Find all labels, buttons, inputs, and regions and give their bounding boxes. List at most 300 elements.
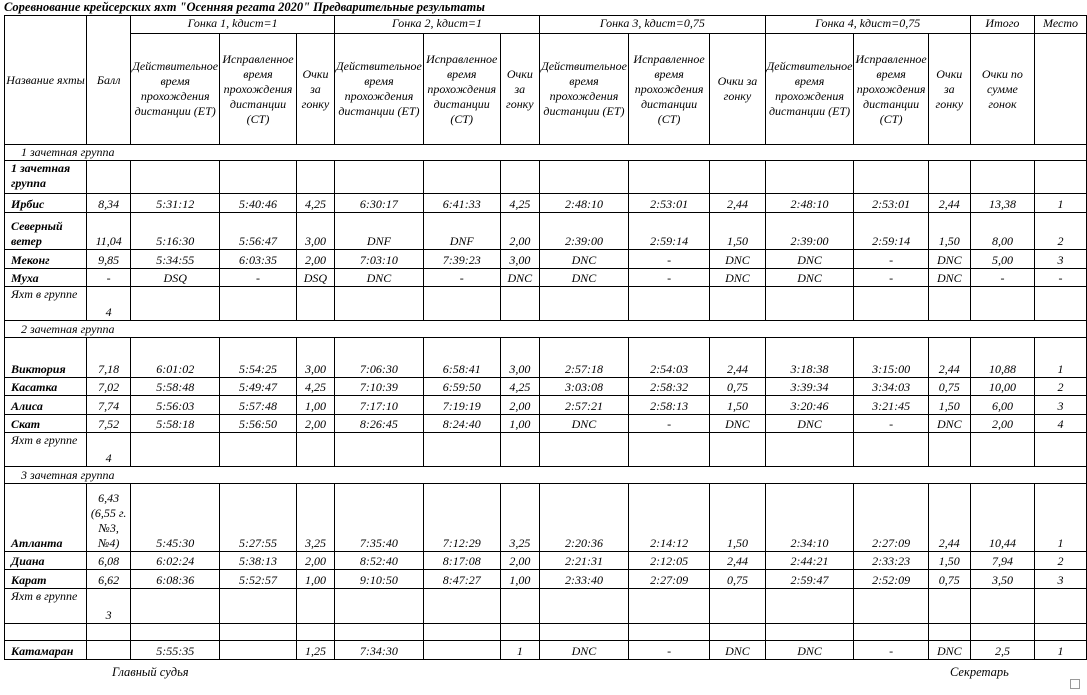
empty-cell: [540, 161, 629, 194]
cell-total: 10,00: [970, 378, 1034, 396]
cell-place: 2: [1035, 378, 1087, 396]
cell-total: 3,50: [970, 570, 1034, 589]
cell-r4ct: -: [854, 415, 928, 433]
header-et: Действительное время прохождения дистанции (ET): [131, 34, 220, 145]
cell-place: -: [1035, 269, 1087, 287]
group-label-row: [5, 145, 1087, 161]
cell-r1ct: [220, 641, 297, 660]
cell-r4p: 1,50: [928, 552, 970, 570]
header-ct: Исправленное время прохождения дистанции (CT): [628, 34, 709, 145]
empty-cell: [765, 433, 854, 467]
empty-cell: [220, 161, 297, 194]
cell-total: 13,38: [970, 194, 1034, 213]
group-count-value: 4: [87, 433, 131, 467]
cell-r2et: 9:10:50: [335, 570, 424, 589]
group-count-label: Яхт в группе: [5, 287, 87, 321]
cell-r1p: 1,00: [296, 396, 334, 415]
header-ct: Исправленное время прохождения дистанции (CT): [854, 34, 928, 145]
header-pts: Очки за гонку: [296, 34, 334, 145]
cell-total: 6,00: [970, 396, 1034, 415]
empty-cell: [928, 433, 970, 467]
cell-score: 9,85: [87, 250, 131, 269]
empty-cell: [854, 589, 928, 624]
cell-r2ct: DNF: [423, 213, 500, 250]
cell-r1p: 2,00: [296, 552, 334, 570]
cell-r4p: 2,44: [928, 338, 970, 378]
empty-cell: [540, 287, 629, 321]
empty-cell: [423, 589, 500, 624]
table-row: [5, 552, 1087, 570]
empty-cell: [220, 589, 297, 624]
cell-r1p: 2,00: [296, 250, 334, 269]
table-row: [5, 269, 1087, 287]
cell-r3et: DNC: [540, 641, 629, 660]
cell-r4ct: 2:59:14: [854, 213, 928, 250]
cell-r2et: 7:34:30: [335, 641, 424, 660]
cell-place: 1: [1035, 194, 1087, 213]
cell-r2ct: 6:41:33: [423, 194, 500, 213]
cell-total: 5,00: [970, 250, 1034, 269]
empty-cell: [220, 624, 297, 641]
cell-r1et: 5:34:55: [131, 250, 220, 269]
cell-r1ct: 5:56:47: [220, 213, 297, 250]
group-count-row: [5, 287, 1087, 321]
header-et: Действительное время прохождения дистанции (ET): [765, 34, 854, 145]
cell-r1ct: 5:52:57: [220, 570, 297, 589]
empty-cell: [854, 624, 928, 641]
secretary-label: Секретарь: [950, 665, 1009, 679]
cell-r3p: 1,50: [710, 484, 765, 552]
empty-cell: [970, 589, 1034, 624]
empty-cell: [765, 161, 854, 194]
cell-r3ct: -: [628, 641, 709, 660]
yacht-name: Касатка: [5, 378, 87, 396]
table-row: [5, 570, 1087, 589]
cell-r4et: 2:59:47: [765, 570, 854, 589]
cell-total: 2,5: [970, 641, 1034, 660]
cell-r3ct: 2:54:03: [628, 338, 709, 378]
cell-r3p: 2,44: [710, 552, 765, 570]
empty-cell: [765, 624, 854, 641]
cell-r1p: 4,25: [296, 378, 334, 396]
cell-r1p: 2,00: [296, 415, 334, 433]
table-row: [5, 194, 1087, 213]
cell-r3p: 2,44: [710, 194, 765, 213]
group-label: 1 зачетная группа: [5, 145, 1087, 161]
cell-r1ct: 5:27:55: [220, 484, 297, 552]
yacht-name: Северный ветер: [5, 213, 87, 250]
cell-r4ct: -: [854, 641, 928, 660]
cell-r3et: 2:20:36: [540, 484, 629, 552]
header-race3: Гонка 3, kдист=0,75: [540, 16, 766, 34]
resize-corner-icon: [1070, 679, 1080, 689]
cell-r1p: 3,00: [296, 213, 334, 250]
empty-cell: [970, 161, 1034, 194]
empty-cell: [710, 287, 765, 321]
cell-score: 7,02: [87, 378, 131, 396]
cell-r4ct: 3:21:45: [854, 396, 928, 415]
table-row: [5, 250, 1087, 269]
group-count-label: Яхт в группе: [5, 589, 87, 624]
cell-r2p: 4,25: [500, 194, 539, 213]
cell-r2ct: 6:59:50: [423, 378, 500, 396]
cell-r3p: 1,50: [710, 213, 765, 250]
cell-r2et: 8:26:45: [335, 415, 424, 433]
cell-r4ct: 2:27:09: [854, 484, 928, 552]
empty-cell: [710, 624, 765, 641]
cell-r4p: 2,44: [928, 484, 970, 552]
cell-r1et: 5:58:48: [131, 378, 220, 396]
cell-r4et: 2:34:10: [765, 484, 854, 552]
cell-r4et: 3:20:46: [765, 396, 854, 415]
cell-score: [87, 641, 131, 660]
cell-total: 8,00: [970, 213, 1034, 250]
empty-cell: [500, 589, 539, 624]
cell-place: 1: [1035, 338, 1087, 378]
cell-r1ct: -: [220, 269, 297, 287]
empty-cell: [500, 433, 539, 467]
cell-r3p: DNC: [710, 641, 765, 660]
cell-r4et: DNC: [765, 415, 854, 433]
empty-cell: [335, 287, 424, 321]
empty-cell: [87, 624, 131, 641]
cell-score: 7,52: [87, 415, 131, 433]
empty-cell: [87, 161, 131, 194]
cell-r3ct: 2:58:13: [628, 396, 709, 415]
cell-r4et: DNC: [765, 250, 854, 269]
cell-r1ct: 6:03:35: [220, 250, 297, 269]
empty-cell: [928, 287, 970, 321]
empty-cell: [1035, 589, 1087, 624]
empty-cell: [335, 624, 424, 641]
cell-r1et: 5:58:18: [131, 415, 220, 433]
yacht-name: Муха: [5, 269, 87, 287]
group-count-value: 4: [87, 287, 131, 321]
empty-cell: [628, 589, 709, 624]
empty-cell: [423, 161, 500, 194]
cell-r1ct: 5:38:13: [220, 552, 297, 570]
cell-r3ct: 2:27:09: [628, 570, 709, 589]
cell-r3ct: 2:14:12: [628, 484, 709, 552]
cell-place: 3: [1035, 396, 1087, 415]
header-ct: Исправленное время прохождения дистанции (CT): [423, 34, 500, 145]
cell-r1p: 1,00: [296, 570, 334, 589]
empty-cell: [296, 433, 334, 467]
cell-r3ct: -: [628, 269, 709, 287]
header-place: Место: [1035, 16, 1087, 34]
group-count-row: [5, 589, 1087, 624]
cell-r3p: DNC: [710, 250, 765, 269]
page-title: Соревнование крейсерских яхт "Осенняя регата 2020" Предварительные результаты: [4, 0, 485, 14]
cell-r4ct: 3:34:03: [854, 378, 928, 396]
cell-r4et: 3:39:34: [765, 378, 854, 396]
cell-r2p: 1,00: [500, 570, 539, 589]
spacer-row: [5, 624, 1087, 641]
empty-cell: [423, 433, 500, 467]
cell-r2p: 2,00: [500, 552, 539, 570]
cell-r4p: 1,50: [928, 396, 970, 415]
cell-place: 3: [1035, 250, 1087, 269]
cell-r4et: DNC: [765, 641, 854, 660]
group-count-value: 3: [87, 589, 131, 624]
group-label: 2 зачетная группа: [5, 321, 1087, 338]
cell-place: 2: [1035, 552, 1087, 570]
cell-r2et: 7:10:39: [335, 378, 424, 396]
cell-r4et: DNC: [765, 269, 854, 287]
cell-r1et: 5:45:30: [131, 484, 220, 552]
header-race4: Гонка 4, kдист=0,75: [765, 16, 970, 34]
cell-r2et: 7:03:10: [335, 250, 424, 269]
cell-r2p: 3,25: [500, 484, 539, 552]
group-head: 1 зачетная группа: [5, 161, 87, 194]
header-sum: Очки по сумме гонок: [970, 34, 1034, 145]
cell-r2p: 1,00: [500, 415, 539, 433]
cell-r1p: DSQ: [296, 269, 334, 287]
empty-cell: [765, 287, 854, 321]
cell-r3et: DNC: [540, 250, 629, 269]
header-place-blank: [1035, 34, 1087, 145]
yacht-name: Катамаран: [5, 641, 87, 660]
empty-cell: [970, 287, 1034, 321]
empty-cell: [335, 589, 424, 624]
cell-score: 11,04: [87, 213, 131, 250]
cell-score: 8,34: [87, 194, 131, 213]
cell-r1p: 3,00: [296, 338, 334, 378]
header-score: Балл: [87, 16, 131, 145]
cell-r1ct: 5:40:46: [220, 194, 297, 213]
cell-r2p: 4,25: [500, 378, 539, 396]
header-ct: Исправленное время прохождения дистанции (CT): [220, 34, 297, 145]
empty-cell: [131, 161, 220, 194]
cell-r3et: 3:03:08: [540, 378, 629, 396]
cell-r1et: 5:31:12: [131, 194, 220, 213]
empty-cell: [765, 589, 854, 624]
empty-cell: [1035, 624, 1087, 641]
cell-r1p: 1,25: [296, 641, 334, 660]
header-pts: Очки за гонку: [500, 34, 539, 145]
table-row: [5, 213, 1087, 250]
empty-cell: [220, 433, 297, 467]
cell-place: 2: [1035, 213, 1087, 250]
cell-r4et: 3:18:38: [765, 338, 854, 378]
cell-r3et: DNC: [540, 269, 629, 287]
chief-judge-label: Главный судья: [112, 665, 189, 679]
cell-r4et: 2:44:21: [765, 552, 854, 570]
cell-total: 7,94: [970, 552, 1034, 570]
cell-score: 7,74: [87, 396, 131, 415]
empty-cell: [540, 589, 629, 624]
cell-total: -: [970, 269, 1034, 287]
cell-r3p: 0,75: [710, 570, 765, 589]
group-count-label: Яхт в группе: [5, 433, 87, 467]
cell-r3p: DNC: [710, 269, 765, 287]
cell-r1et: 5:16:30: [131, 213, 220, 250]
table-row: [5, 415, 1087, 433]
group-label-row: [5, 321, 1087, 338]
empty-cell: [1035, 161, 1087, 194]
cell-r3p: DNC: [710, 415, 765, 433]
yacht-name: Алиса: [5, 396, 87, 415]
yacht-name: Виктория: [5, 338, 87, 378]
cell-r1et: 6:08:36: [131, 570, 220, 589]
yacht-name: Диана: [5, 552, 87, 570]
table-row: [5, 338, 1087, 378]
empty-cell: [928, 589, 970, 624]
cell-place: 1: [1035, 641, 1087, 660]
empty-cell: [131, 624, 220, 641]
cell-r3et: DNC: [540, 415, 629, 433]
header-et: Действительное время прохождения дистанции (ET): [540, 34, 629, 145]
cell-r1et: DSQ: [131, 269, 220, 287]
cell-r2p: 2,00: [500, 213, 539, 250]
header-pts: Очки за гонку: [710, 34, 765, 145]
table-row: [5, 378, 1087, 396]
cell-r3ct: 2:59:14: [628, 213, 709, 250]
empty-cell: [500, 161, 539, 194]
empty-cell: [628, 433, 709, 467]
cell-r1et: 5:56:03: [131, 396, 220, 415]
header-total: Итого: [970, 16, 1034, 34]
cell-score: 6,08: [87, 552, 131, 570]
cell-score: 6,43 (6,55 г. №3, №4): [87, 484, 131, 552]
header-pts: Очки за гонку: [928, 34, 970, 145]
cell-r2p: DNC: [500, 269, 539, 287]
yacht-name: Меконг: [5, 250, 87, 269]
cell-r2ct: 7:19:19: [423, 396, 500, 415]
empty-cell: [540, 624, 629, 641]
cell-r1ct: 5:56:50: [220, 415, 297, 433]
cell-r1et: 6:02:24: [131, 552, 220, 570]
empty-cell: [335, 433, 424, 467]
group-label-row: [5, 467, 1087, 484]
empty-cell: [854, 161, 928, 194]
cell-r4p: 0,75: [928, 570, 970, 589]
empty-cell: [423, 624, 500, 641]
cell-r3ct: 2:12:05: [628, 552, 709, 570]
cell-r2ct: 7:12:29: [423, 484, 500, 552]
cell-r2ct: 7:39:23: [423, 250, 500, 269]
cell-r2p: 2,00: [500, 396, 539, 415]
cell-r1ct: 5:54:25: [220, 338, 297, 378]
cell-total: 10,88: [970, 338, 1034, 378]
table-row: [5, 484, 1087, 552]
empty-cell: [335, 161, 424, 194]
header-name: Название яхты: [5, 16, 87, 145]
empty-cell: [131, 589, 220, 624]
cell-r2et: 7:35:40: [335, 484, 424, 552]
header-race2: Гонка 2, kдист=1: [335, 16, 540, 34]
cell-r3et: 2:57:21: [540, 396, 629, 415]
empty-cell: [131, 433, 220, 467]
empty-cell: [970, 433, 1034, 467]
empty-cell: [296, 287, 334, 321]
cell-score: -: [87, 269, 131, 287]
cell-r1et: 5:55:35: [131, 641, 220, 660]
empty-cell: [628, 161, 709, 194]
yacht-name: Атланта: [5, 484, 87, 552]
empty-cell: [5, 624, 87, 641]
yacht-name: Карат: [5, 570, 87, 589]
cell-r2ct: 8:24:40: [423, 415, 500, 433]
cell-r1p: 4,25: [296, 194, 334, 213]
cell-r2et: 7:17:10: [335, 396, 424, 415]
table-row: [5, 641, 1087, 660]
empty-cell: [928, 624, 970, 641]
empty-cell: [423, 287, 500, 321]
cell-r4p: 0,75: [928, 378, 970, 396]
cell-total: 2,00: [970, 415, 1034, 433]
empty-cell: [854, 287, 928, 321]
cell-place: 3: [1035, 570, 1087, 589]
cell-r3et: 2:39:00: [540, 213, 629, 250]
empty-cell: [296, 624, 334, 641]
cell-r2ct: -: [423, 269, 500, 287]
group-head-row: [5, 161, 1087, 194]
empty-cell: [928, 161, 970, 194]
empty-cell: [220, 287, 297, 321]
cell-r2p: 1: [500, 641, 539, 660]
yacht-name: Скат: [5, 415, 87, 433]
empty-cell: [1035, 433, 1087, 467]
cell-place: 1: [1035, 484, 1087, 552]
cell-total: 10,44: [970, 484, 1034, 552]
empty-cell: [500, 287, 539, 321]
cell-r4p: DNC: [928, 269, 970, 287]
cell-r3ct: 2:58:32: [628, 378, 709, 396]
cell-r3ct: 2:53:01: [628, 194, 709, 213]
group-label: 3 зачетная группа: [5, 467, 1087, 484]
cell-r4ct: 2:52:09: [854, 570, 928, 589]
empty-cell: [296, 589, 334, 624]
header-et: Действительное время прохождения дистанции (ET): [335, 34, 424, 145]
empty-cell: [710, 589, 765, 624]
cell-r3p: 1,50: [710, 396, 765, 415]
cell-score: 6,62: [87, 570, 131, 589]
cell-r3p: 2,44: [710, 338, 765, 378]
empty-cell: [854, 433, 928, 467]
empty-cell: [628, 624, 709, 641]
cell-place: 4: [1035, 415, 1087, 433]
cell-r4p: DNC: [928, 250, 970, 269]
cell-r1ct: 5:49:47: [220, 378, 297, 396]
cell-r2et: 8:52:40: [335, 552, 424, 570]
header-race1: Гонка 1, kдист=1: [131, 16, 335, 34]
cell-r4ct: -: [854, 269, 928, 287]
cell-r1p: 3,25: [296, 484, 334, 552]
empty-cell: [710, 433, 765, 467]
empty-cell: [131, 287, 220, 321]
cell-r2ct: 6:58:41: [423, 338, 500, 378]
group-count-row: [5, 433, 1087, 467]
cell-r2et: DNF: [335, 213, 424, 250]
empty-cell: [1035, 287, 1087, 321]
cell-r4ct: 2:33:23: [854, 552, 928, 570]
cell-r2p: 3,00: [500, 338, 539, 378]
cell-r4p: DNC: [928, 415, 970, 433]
cell-r4p: DNC: [928, 641, 970, 660]
results-table: [4, 15, 1087, 660]
cell-r3et: 2:57:18: [540, 338, 629, 378]
yacht-name: Ирбис: [5, 194, 87, 213]
cell-r2et: 7:06:30: [335, 338, 424, 378]
empty-cell: [970, 624, 1034, 641]
cell-r2ct: 8:47:27: [423, 570, 500, 589]
cell-r1ct: 5:57:48: [220, 396, 297, 415]
cell-r4et: 2:48:10: [765, 194, 854, 213]
cell-score: 7,18: [87, 338, 131, 378]
cell-r2et: 6:30:17: [335, 194, 424, 213]
cell-r3et: 2:48:10: [540, 194, 629, 213]
